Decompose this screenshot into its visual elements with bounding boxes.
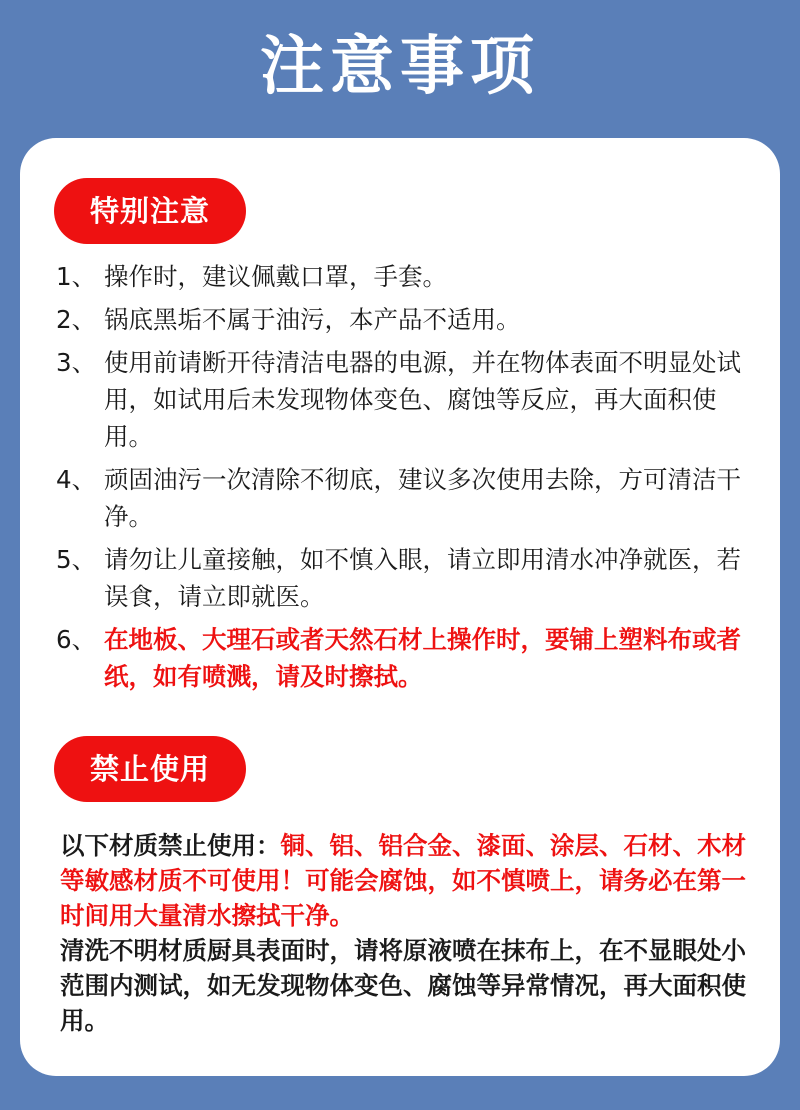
item-text: 请勿让儿童接触，如不慎入眼，请立即用清水冲净就医，若误食，请立即就医。 (104, 545, 741, 611)
item-number: 4、 (56, 465, 97, 494)
item-number: 2、 (56, 305, 97, 334)
item-text: 在地板、大理石或者天然石材上操作时，要铺上塑料布或者纸，如有喷溅，请及时擦拭。 (104, 625, 741, 691)
forbidden-warning-paragraph (60, 828, 750, 933)
forbidden-use-badge: 禁止使用 (54, 736, 246, 802)
forbidden-lead: 以下材质禁止使用： (60, 831, 281, 860)
forbidden-warning: 铜、铝、铝合金、漆面、涂层、石材、木材等敏感材质不可使用！可能会腐蚀，如不慎喷上，请务必在第一时间用大量清水擦拭干净。 (60, 831, 746, 930)
item-text: 锅底黑垢不属于油污，本产品不适用。 (104, 305, 521, 334)
notice-card (20, 138, 780, 1076)
item-number: 6、 (56, 625, 97, 654)
item-number: 5、 (56, 545, 97, 574)
item-text: 顽固油污一次清除不彻底，建议多次使用去除，方可清洁干净。 (104, 465, 741, 531)
item-number: 1、 (56, 262, 97, 291)
forbidden-use-text (60, 828, 750, 1038)
item-text: 使用前请断开待清洁电器的电源，并在物体表面不明显处试用，如试用后未发现物体变色、腐蚀等反应，再大面积使用。 (104, 348, 741, 451)
forbidden-advice: 清洗不明材质厨具表面时，请将原液喷在抹布上，在不显眼处小范围内测试，如无发现物体变色、腐蚀等异常情况，再大面积使用。 (60, 936, 746, 1035)
list-item (56, 258, 756, 295)
list-item (56, 344, 756, 455)
list-item (56, 461, 756, 535)
list-item (56, 541, 756, 615)
item-number: 3、 (56, 348, 97, 377)
list-item-warning (56, 621, 756, 695)
special-attention-badge: 特别注意 (54, 178, 246, 244)
list-item (56, 301, 756, 338)
item-text: 操作时，建议佩戴口罩，手套。 (104, 262, 447, 291)
page-title: 注意事项 (260, 30, 540, 104)
special-attention-list (56, 258, 756, 701)
